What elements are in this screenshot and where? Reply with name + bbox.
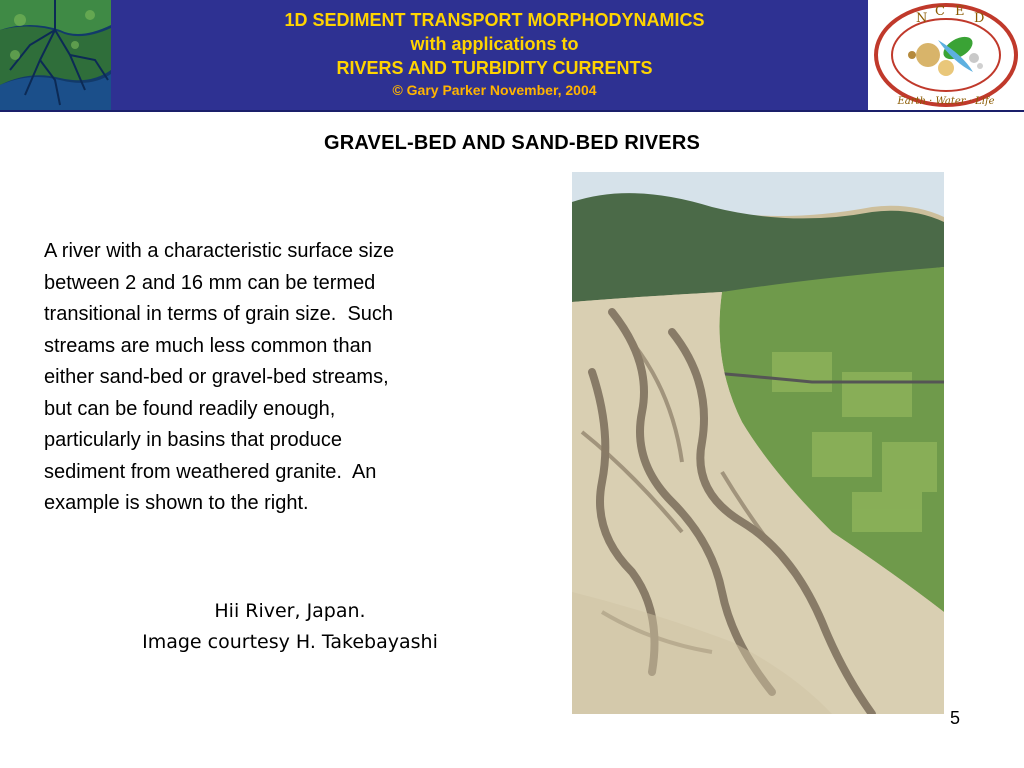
image-caption bbox=[60, 596, 520, 658]
logo-letter-c: C bbox=[935, 4, 945, 19]
body-line: between 2 and 16 mm can be termed bbox=[44, 271, 376, 294]
slide-title: GRAVEL-BED AND SAND-BED RIVERS bbox=[323, 132, 701, 154]
caption-line-1: Hii River, Japan. bbox=[214, 600, 366, 622]
river-aerial-photo bbox=[572, 172, 944, 714]
logo-motto: Earth · Water · Life bbox=[897, 96, 995, 107]
body-line: either sand-bed or gravel-bed streams, bbox=[44, 366, 389, 388]
nced-logo bbox=[868, 0, 1024, 110]
header-title bbox=[213, 2, 776, 106]
page-number: 5 bbox=[949, 708, 960, 728]
header-line-3: RIVERS AND TURBIDITY CURRENTS bbox=[336, 58, 653, 78]
body-line: A river with a characteristic surface size bbox=[44, 240, 395, 262]
body-line: example is shown to the right. bbox=[44, 492, 309, 514]
body-line: sediment from weathered granite. An bbox=[44, 460, 377, 483]
body-line: streams are much less common than bbox=[44, 334, 372, 357]
logo-letter-d: D bbox=[974, 11, 985, 26]
header-line-1: 1D SEDIMENT TRANSPORT MORPHODYNAMICS bbox=[284, 10, 705, 30]
logo-letter-e: E bbox=[955, 4, 965, 19]
river-delta-satellite-image bbox=[0, 0, 111, 110]
caption-line-2: Image courtesy H. Takebayashi bbox=[142, 631, 438, 653]
body-line: but can be found readily enough, bbox=[44, 397, 336, 420]
body-paragraph bbox=[44, 236, 514, 520]
logo-letter-n: N bbox=[916, 11, 928, 26]
header-copyright: © Gary Parker November, 2004 bbox=[392, 82, 597, 98]
header-line-2: with applications to bbox=[410, 34, 579, 54]
body-line: particularly in basins that produce bbox=[44, 429, 342, 451]
body-line: transitional in terms of grain size. Such bbox=[44, 303, 394, 325]
header-bar bbox=[0, 0, 1024, 112]
